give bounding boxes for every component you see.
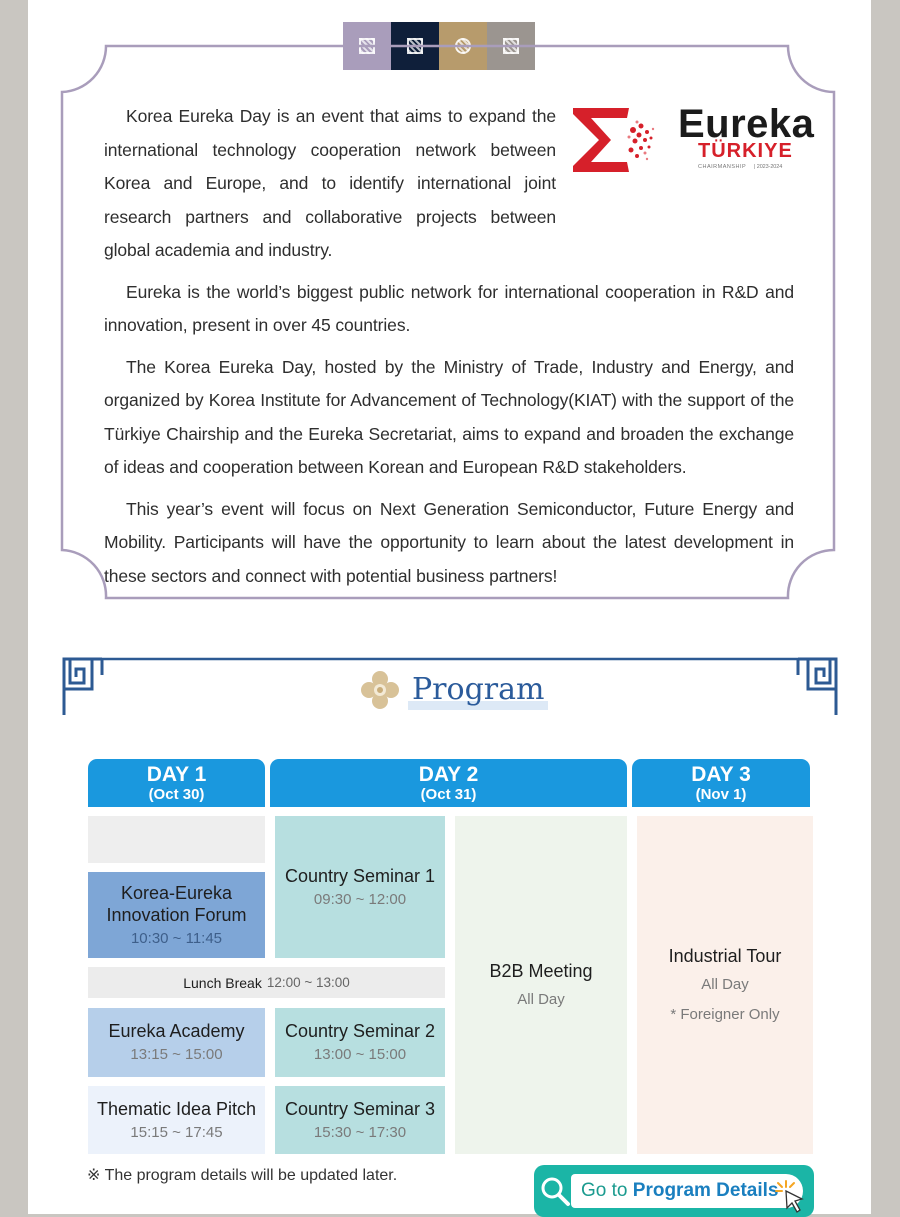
lunch-time: 12:00 ~ 13:00 xyxy=(266,975,350,990)
lunch-title: Lunch Break xyxy=(183,974,262,991)
day-date: (Nov 1) xyxy=(695,786,747,803)
day-label: DAY 1 xyxy=(146,763,207,786)
logo-word: Eureka xyxy=(678,102,815,146)
session-time: 15:30 ~ 17:30 xyxy=(313,1123,407,1141)
day-1-header xyxy=(88,759,265,807)
intro-paragraph-4: This year’s event will focus on Next Generation Semiconductor, Future Energy and Mobility. Participants will have the opportunity to learn about the latest development in these sectors and connect with potential business partners! xyxy=(104,498,794,586)
intro-paragraph-1 xyxy=(104,100,815,268)
button-label xyxy=(581,1180,779,1202)
session-title: Country Seminar 3 xyxy=(284,1098,436,1119)
program-details-button[interactable] xyxy=(534,1165,814,1217)
session-academy xyxy=(88,1008,265,1077)
session-time: 09:30 ~ 12:00 xyxy=(313,890,407,908)
session-title: Thematic Idea Pitch xyxy=(96,1098,257,1119)
day-2-header xyxy=(270,759,627,807)
session-title: Country Seminar 1 xyxy=(284,865,436,886)
cursor-click-icon xyxy=(772,1177,812,1217)
sigma-icon xyxy=(571,104,667,176)
session-note: * Foreigner Only xyxy=(670,1006,780,1023)
lunch-break xyxy=(88,967,445,998)
button-label-emphasis: Program Details xyxy=(632,1180,779,1201)
intro-text xyxy=(104,100,815,601)
search-icon xyxy=(538,1174,572,1208)
session-pitch xyxy=(88,1086,265,1154)
intro-paragraph-3: The Korea Eureka Day, hosted by the Ministry of Trade, Industry and Energy, and organized by Korea Institute for Advancement of Technology(KIAT) with the support of the Türkiye Chairship and the Eureka Secretariat, aims to expand and broaden the exchange of ideas and cooperation between Korean and European R&D stakeholders. xyxy=(104,356,794,477)
session-title: Korea-Eureka xyxy=(120,882,233,903)
day-date: (Oct 30) xyxy=(148,786,205,803)
button-label-box xyxy=(571,1174,803,1208)
session-forum xyxy=(88,872,265,958)
logo-years: | 2023-2024 xyxy=(754,164,783,170)
session-title-line2: Innovation Forum xyxy=(106,904,247,925)
session-time: All Day xyxy=(517,991,565,1008)
session-tour xyxy=(637,816,813,1154)
session-title: Industrial Tour xyxy=(668,946,782,966)
button-label-prefix: Go to xyxy=(581,1180,628,1201)
flower-icon xyxy=(360,670,400,710)
day-date: (Oct 31) xyxy=(420,786,477,803)
session-time: 13:15 ~ 15:00 xyxy=(130,1046,223,1063)
logo-chairmanship: CHAIRMANSHIP xyxy=(698,164,747,170)
session-title: Country Seminar 2 xyxy=(284,1021,436,1041)
session-b2b xyxy=(455,816,627,1154)
session-title: Eureka Academy xyxy=(108,1021,245,1041)
session-seminar-1 xyxy=(275,816,445,958)
program-note: ※ The program details will be updated later. xyxy=(87,1167,398,1184)
session-title: B2B Meeting xyxy=(489,961,593,981)
logo-country: TÜRKIYE xyxy=(698,140,793,162)
session-seminar-3 xyxy=(275,1086,445,1154)
intro-paragraph-2: Eureka is the world’s biggest public network for international cooperation in R&D and innovation, present in over 45 countries. xyxy=(104,281,794,335)
day-3-header xyxy=(632,759,810,807)
program-title: Program xyxy=(408,670,548,710)
session-time: 13:00 ~ 15:00 xyxy=(313,1046,407,1063)
empty-slot xyxy=(88,816,265,863)
session-time: 15:15 ~ 17:45 xyxy=(130,1123,223,1141)
intro-paragraph-1-text: Korea Eureka Day is an event that aims to expand the international technology cooperation network between Korea and Europe, and to identify international joint research partners and collaborative projects between global academia and industry. xyxy=(104,106,556,260)
session-time: 10:30 ~ 11:45 xyxy=(130,929,223,947)
eureka-turkiye-logo xyxy=(574,100,815,204)
session-seminar-2 xyxy=(275,1008,445,1077)
day-label: DAY 3 xyxy=(691,763,751,786)
program-heading xyxy=(360,670,548,710)
day-label: DAY 2 xyxy=(418,763,479,786)
session-time: All Day xyxy=(701,976,749,993)
